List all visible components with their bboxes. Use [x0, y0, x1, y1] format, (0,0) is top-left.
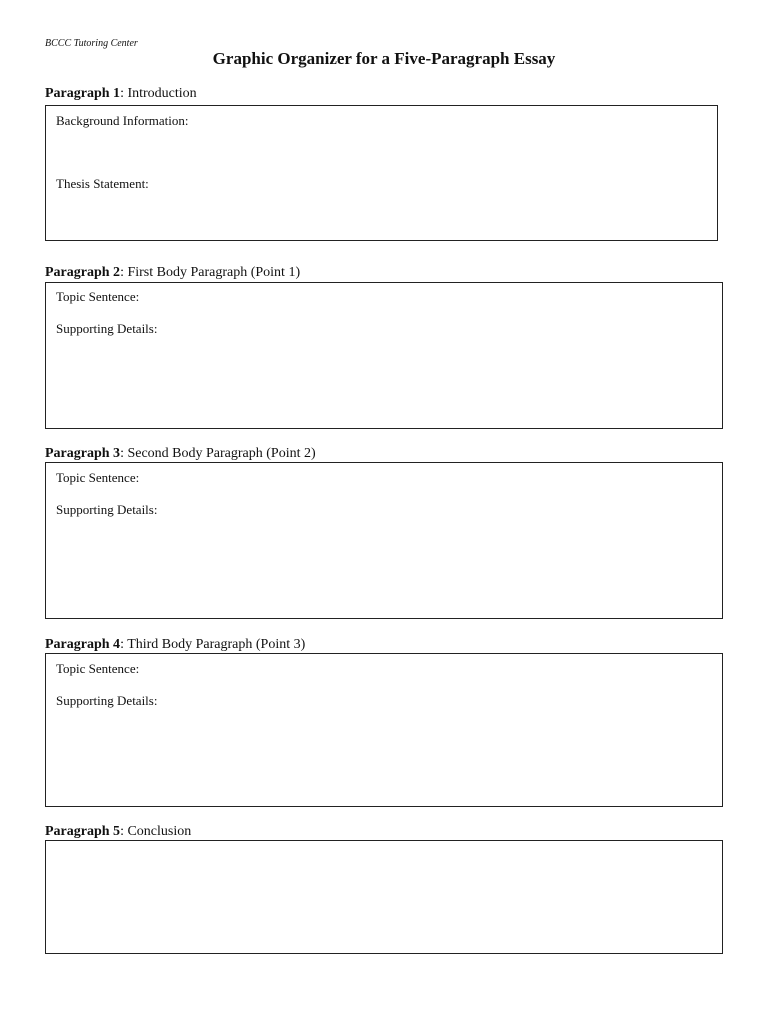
paragraph-3-title: : Second Body Paragraph (Point 2) — [120, 446, 316, 461]
paragraph-3-box[interactable] — [45, 462, 723, 619]
paragraph-2-number: Paragraph 2 — [45, 265, 121, 280]
paragraph-5-number: Paragraph 5 — [45, 824, 121, 839]
supporting-details-prompt: Supporting Details: — [56, 693, 158, 708]
topic-sentence-prompt: Topic Sentence: — [56, 289, 140, 304]
tutoring-center-name: BCCC Tutoring Center — [45, 38, 138, 49]
thesis-statement-prompt: Thesis Statement: — [56, 176, 149, 191]
paragraph-2-title: : First Body Paragraph (Point 1) — [120, 265, 301, 280]
paragraph-5-title: : Conclusion — [120, 824, 192, 839]
paragraph-1-label — [45, 86, 197, 102]
paragraph-1-title: : Introduction — [120, 86, 197, 101]
paragraph-4-box[interactable] — [45, 653, 723, 807]
paragraph-4-title: : Third Body Paragraph (Point 3) — [120, 637, 306, 652]
paragraph-2-box[interactable] — [45, 282, 723, 429]
topic-sentence-prompt: Topic Sentence: — [56, 470, 140, 485]
paragraph-4-number: Paragraph 4 — [45, 637, 121, 652]
paragraph-5-label — [45, 824, 191, 840]
topic-sentence-prompt: Topic Sentence: — [56, 661, 140, 676]
paragraph-1-box[interactable] — [45, 105, 718, 241]
background-information-prompt: Background Information: — [56, 113, 189, 128]
supporting-details-prompt: Supporting Details: — [56, 502, 158, 517]
paragraph-4-label — [45, 637, 305, 653]
supporting-details-prompt: Supporting Details: — [56, 321, 158, 336]
document-title: Graphic Organizer for a Five-Paragraph Essay — [212, 49, 556, 68]
paragraph-1-number: Paragraph 1 — [45, 86, 121, 101]
paragraph-3-number: Paragraph 3 — [45, 446, 121, 461]
paragraph-5-box[interactable] — [45, 840, 723, 954]
paragraph-3-label — [45, 446, 316, 462]
paragraph-2-label — [45, 265, 300, 281]
